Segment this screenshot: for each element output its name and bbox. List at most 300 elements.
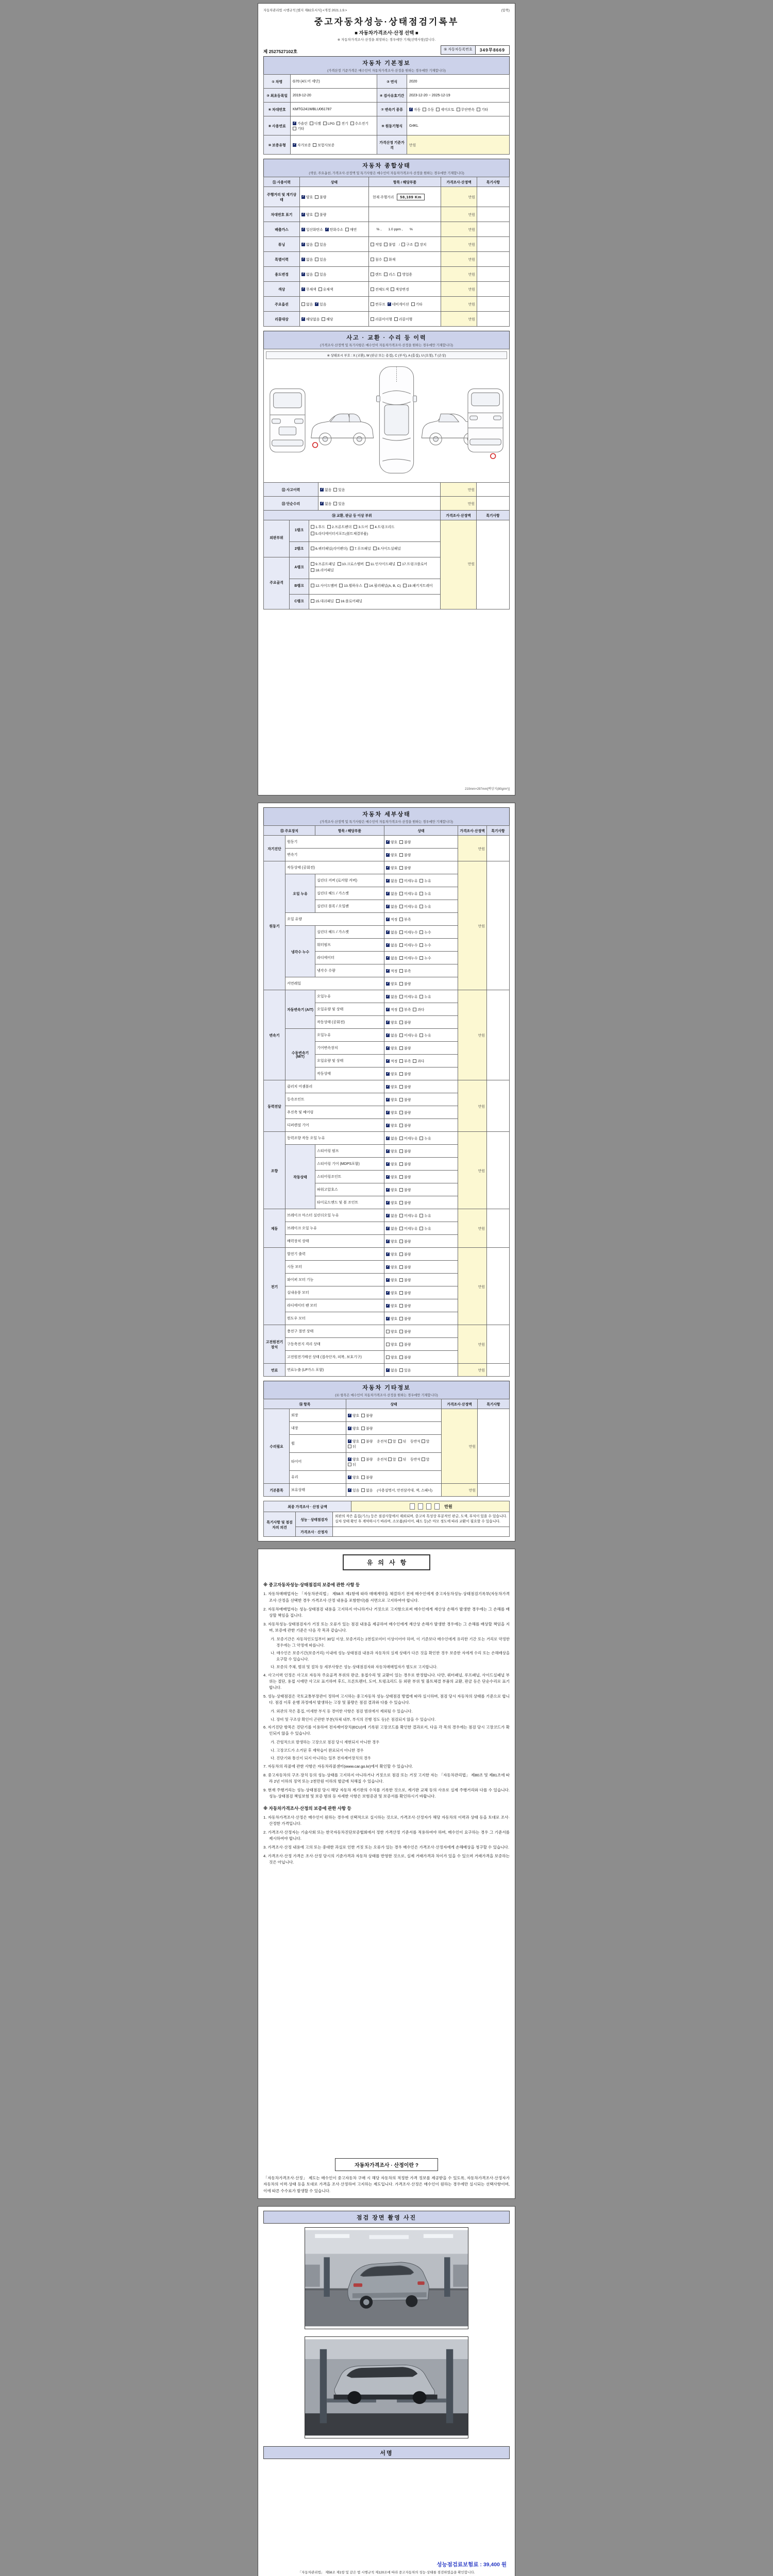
checkbox[interactable]	[399, 1368, 403, 1372]
checkbox[interactable]	[397, 562, 401, 566]
checkbox[interactable]	[419, 892, 423, 895]
checkbox[interactable]	[301, 258, 305, 261]
checkbox[interactable]	[399, 1175, 403, 1179]
checkbox[interactable]	[371, 243, 374, 246]
checkbox[interactable]	[301, 213, 305, 216]
checkbox-label: 4.트렁크리드	[375, 526, 395, 529]
checkbox[interactable]	[399, 1355, 403, 1359]
checkbox[interactable]	[386, 995, 390, 998]
checkbox-label: 불량	[404, 1356, 411, 1360]
notice-item: 2. 자동차매매업자는 성능·상태점검 내용을 고지하지 아니하거나 거짓으로 고지함으로써 매수인에게 재산상 손해가 발생한 경우에는 그 손해를 배상할 책임을 집니다.	[263, 1606, 510, 1618]
checkbox[interactable]	[336, 599, 340, 603]
checkbox[interactable]	[311, 562, 314, 566]
checkbox[interactable]	[386, 866, 390, 870]
checkbox[interactable]	[386, 1343, 390, 1346]
checkbox[interactable]	[386, 1137, 390, 1140]
checkbox-group	[386, 879, 433, 883]
part-name: 디퍼렌셜 기어	[285, 1119, 384, 1132]
price-cell: 만원	[442, 1409, 478, 1484]
parts-cell	[309, 594, 441, 609]
checkbox[interactable]	[419, 956, 423, 960]
checkbox[interactable]	[293, 122, 296, 125]
option	[399, 1007, 411, 1012]
checkbox[interactable]	[399, 892, 403, 895]
extra-text: % , 1.0 ppm , %	[371, 227, 413, 231]
checkbox-label: 불량	[366, 1440, 373, 1444]
checkbox[interactable]	[373, 547, 377, 550]
option	[399, 917, 411, 922]
checkbox[interactable]	[301, 243, 305, 246]
checkbox-label: 누유	[424, 879, 431, 883]
checkbox[interactable]	[293, 127, 296, 130]
note-cell	[477, 282, 510, 297]
checkbox[interactable]	[325, 228, 329, 231]
checkbox-group	[386, 1111, 413, 1115]
checkbox[interactable]	[409, 108, 413, 111]
checkbox[interactable]	[386, 1059, 390, 1063]
checkbox[interactable]	[386, 1201, 390, 1205]
checkbox-group	[301, 258, 328, 262]
rank-label: A랭크	[290, 557, 309, 579]
checkbox[interactable]	[311, 532, 314, 535]
checkbox[interactable]	[338, 562, 341, 566]
checkbox[interactable]	[386, 1317, 390, 1320]
checkbox[interactable]	[348, 1439, 351, 1443]
checkbox[interactable]	[422, 1439, 425, 1443]
checkbox[interactable]	[350, 547, 354, 550]
checkbox[interactable]	[398, 1439, 402, 1443]
checkbox[interactable]	[423, 108, 426, 111]
checkbox[interactable]	[371, 317, 374, 321]
part-name: 커먼레일	[285, 977, 384, 990]
state-cell	[384, 1312, 458, 1325]
note-cell	[477, 483, 510, 497]
checkbox[interactable]	[348, 1445, 351, 1448]
rank-label: C랭크	[290, 594, 309, 609]
checkbox[interactable]	[386, 1111, 390, 1114]
option	[386, 1290, 397, 1295]
checkbox[interactable]	[388, 1439, 392, 1443]
checkbox[interactable]	[361, 1414, 365, 1417]
group-label: 수리필요	[264, 1409, 290, 1484]
checkbox-label: 적정	[391, 970, 398, 973]
checkbox[interactable]	[399, 1343, 403, 1346]
option	[370, 524, 395, 531]
state-cell	[384, 1183, 458, 1196]
checkbox[interactable]	[399, 1059, 403, 1063]
checkbox[interactable]	[419, 1227, 423, 1230]
checkbox[interactable]	[399, 879, 403, 883]
checkbox[interactable]	[386, 943, 390, 947]
option	[411, 301, 423, 307]
option	[361, 1426, 373, 1431]
checkbox[interactable]	[386, 918, 390, 921]
checkbox[interactable]	[386, 1291, 390, 1295]
checkbox[interactable]	[301, 302, 305, 306]
checkbox[interactable]	[403, 584, 407, 587]
checkbox[interactable]	[315, 213, 318, 216]
checkbox[interactable]	[399, 1188, 403, 1192]
checkbox[interactable]	[399, 1330, 403, 1333]
part-name: 라디에이터 팬 모터	[285, 1299, 384, 1312]
checkbox[interactable]	[310, 122, 313, 125]
checkbox[interactable]	[386, 1304, 390, 1308]
basic-info-row	[264, 103, 510, 116]
checkbox-label: 17.트렁크플로어	[402, 562, 427, 566]
checkbox[interactable]	[419, 1214, 423, 1217]
checkbox-group	[386, 1279, 413, 1282]
option	[371, 286, 389, 292]
checkbox[interactable]	[386, 956, 390, 960]
option	[399, 904, 417, 909]
checkbox[interactable]	[399, 905, 403, 908]
car-damage-diagram	[266, 361, 507, 480]
checkbox[interactable]	[411, 302, 415, 306]
checkbox-label: 디젤	[314, 122, 321, 126]
checkbox[interactable]	[386, 1175, 390, 1179]
checkbox[interactable]	[386, 969, 390, 973]
option	[348, 1462, 356, 1467]
checkbox[interactable]	[399, 1098, 403, 1101]
checkbox[interactable]	[386, 1021, 390, 1024]
checkbox[interactable]	[399, 918, 403, 921]
checkbox[interactable]	[399, 1149, 403, 1153]
checkbox[interactable]	[361, 1439, 365, 1443]
checkbox[interactable]	[386, 1355, 390, 1359]
option	[337, 121, 348, 126]
checkbox[interactable]	[361, 1458, 365, 1461]
checkbox[interactable]	[399, 1162, 403, 1166]
checkbox[interactable]	[384, 273, 388, 276]
checkbox[interactable]	[391, 287, 394, 291]
checkbox[interactable]	[384, 258, 388, 261]
row-label: 주요옵션	[264, 297, 300, 312]
checkbox[interactable]	[320, 488, 324, 492]
checkbox[interactable]	[320, 502, 324, 505]
checkbox[interactable]	[399, 840, 403, 844]
checkbox[interactable]	[386, 840, 390, 844]
checkbox[interactable]	[399, 1021, 403, 1024]
option	[388, 1438, 396, 1444]
checkbox[interactable]	[399, 1278, 403, 1282]
detail-row	[264, 990, 510, 1003]
checkbox[interactable]	[311, 599, 314, 603]
checkbox[interactable]	[315, 195, 318, 199]
checkbox[interactable]	[399, 1252, 403, 1256]
checkbox[interactable]	[361, 1488, 365, 1492]
state-cell	[300, 282, 369, 297]
checkbox[interactable]	[384, 243, 388, 246]
checkbox[interactable]	[399, 956, 403, 960]
checkbox[interactable]	[354, 525, 357, 529]
checkbox[interactable]	[398, 1458, 402, 1461]
checkbox[interactable]	[348, 1458, 351, 1461]
checkbox[interactable]	[388, 302, 391, 306]
checkbox[interactable]	[348, 1427, 351, 1430]
option	[399, 1226, 417, 1231]
other-row	[264, 1409, 510, 1422]
checkbox[interactable]	[313, 143, 316, 147]
checkbox[interactable]	[301, 273, 305, 276]
checkbox[interactable]	[386, 1265, 390, 1269]
checkbox[interactable]	[399, 1111, 403, 1114]
checkbox[interactable]	[361, 1476, 365, 1479]
checkbox[interactable]	[371, 287, 374, 291]
option	[311, 524, 325, 531]
option	[301, 301, 313, 307]
checkbox[interactable]	[399, 866, 403, 870]
checkbox[interactable]	[401, 243, 405, 246]
checkbox[interactable]	[399, 969, 403, 973]
checkbox[interactable]	[399, 1046, 403, 1050]
checkbox[interactable]	[419, 930, 423, 934]
checkbox[interactable]	[386, 1368, 390, 1372]
checkbox[interactable]	[333, 502, 337, 505]
summary-row	[264, 222, 510, 237]
checkbox[interactable]	[327, 525, 331, 529]
field-value	[407, 103, 510, 116]
notices-title: 유의사항	[343, 1554, 430, 1570]
option	[315, 212, 326, 217]
form-page-4	[258, 2206, 515, 2576]
option	[398, 1438, 407, 1444]
checkbox[interactable]	[394, 317, 398, 321]
checkbox[interactable]	[386, 1008, 390, 1011]
checkbox[interactable]	[348, 1414, 351, 1417]
item-cell	[369, 297, 441, 312]
checkbox-group	[371, 243, 428, 247]
checkbox[interactable]	[315, 302, 318, 306]
checkbox[interactable]	[301, 317, 305, 321]
checkbox[interactable]	[386, 853, 390, 857]
checkbox[interactable]	[311, 547, 314, 550]
checkbox[interactable]	[399, 1008, 403, 1011]
checkbox[interactable]	[399, 943, 403, 947]
checkbox[interactable]	[386, 982, 390, 986]
checkbox[interactable]	[399, 1214, 403, 1217]
option	[399, 994, 417, 999]
column-header: ⑭ 교환, 판금 등 이상 부위	[264, 511, 441, 520]
checkbox[interactable]	[388, 1458, 392, 1461]
checkbox[interactable]	[399, 995, 403, 998]
checkbox[interactable]	[386, 1085, 390, 1089]
checkbox-group	[311, 563, 429, 573]
option	[399, 1200, 411, 1205]
checkbox-group	[301, 213, 328, 217]
checkbox[interactable]	[311, 584, 314, 587]
checkbox[interactable]	[348, 1463, 351, 1466]
checkbox[interactable]	[386, 905, 390, 908]
checkbox[interactable]	[399, 982, 403, 986]
group-label: 주요골격	[264, 557, 290, 609]
checkbox[interactable]	[386, 892, 390, 895]
section-note: (가격산정 기준가격은 매수인이 자동차가격조사·산정을 원하는 경우에만 기재합니다)	[327, 69, 446, 73]
checkbox-label: 없음	[391, 905, 398, 909]
checkbox[interactable]	[413, 1059, 416, 1063]
checkbox-label: 해당없음	[306, 318, 320, 321]
group-label: 조향	[264, 1132, 285, 1209]
checkbox-label: 색상변경	[395, 288, 409, 292]
notice-subitem: 다. 보증의 주체, 범위 및 절차 등 세부사항은 성능·상태점검자와 자동차매매업자가 별도로 고지합니다.	[271, 1665, 438, 1670]
checkbox[interactable]	[345, 228, 349, 231]
checkbox[interactable]	[399, 853, 403, 857]
checkbox[interactable]	[315, 273, 318, 276]
checkbox[interactable]	[399, 1033, 403, 1037]
checkbox[interactable]	[366, 562, 369, 566]
checkbox[interactable]	[318, 287, 322, 291]
checkbox[interactable]	[348, 1476, 351, 1479]
checkbox[interactable]	[399, 1240, 403, 1243]
checkbox[interactable]	[361, 1427, 365, 1430]
checkbox[interactable]	[371, 302, 374, 306]
row-label: 주행거리 및 계기상태	[264, 187, 300, 207]
checkbox[interactable]	[386, 1149, 390, 1153]
checkbox[interactable]	[386, 1033, 390, 1037]
checkbox[interactable]	[419, 905, 423, 908]
part-name: 고전원전기배선 상태 (접속단자, 피복, 보호기구)	[285, 1351, 384, 1364]
about-box-title: 자동차가격조사 · 산정이란 ?	[335, 2158, 438, 2171]
state-cell	[300, 297, 369, 312]
checkbox[interactable]	[397, 273, 401, 276]
note-cell	[477, 222, 510, 237]
checkbox[interactable]	[364, 584, 368, 587]
checkbox[interactable]	[386, 1188, 390, 1192]
row-label: ⑫ 사고이력	[264, 483, 318, 497]
checkbox[interactable]	[436, 108, 440, 111]
checkbox[interactable]	[399, 1304, 403, 1308]
checkbox[interactable]	[457, 108, 460, 111]
checkbox[interactable]	[399, 1227, 403, 1230]
checkbox[interactable]	[386, 1330, 390, 1333]
checkbox-group	[301, 228, 359, 232]
checkbox[interactable]	[399, 1317, 403, 1320]
checkbox[interactable]	[422, 1458, 425, 1461]
checkbox[interactable]	[339, 584, 343, 587]
checkbox[interactable]	[399, 1124, 403, 1127]
checkbox[interactable]	[386, 1252, 390, 1256]
option	[348, 1475, 359, 1480]
checkbox[interactable]	[386, 1278, 390, 1282]
note-cell	[477, 312, 510, 327]
header-row	[264, 511, 510, 520]
checkbox[interactable]	[386, 879, 390, 883]
note-cell	[487, 1248, 510, 1325]
extra-text: (사용설명서, 안전삼각대, 잭, 스패너)	[377, 1489, 433, 1493]
form-reference: 자동차관리법 시행규칙 [별지 제82호서식] <개정 2021.1.9.>	[263, 9, 347, 12]
part-name: 냉각수 수량	[315, 964, 384, 977]
checkbox[interactable]	[301, 287, 305, 291]
checkbox-label: 미세누유	[404, 995, 418, 999]
paper-size-note: 210mm×297mm[백상지(80g/m²)]	[465, 788, 510, 791]
sub-group-label: 작동상태	[285, 1145, 315, 1209]
checkbox[interactable]	[293, 143, 296, 147]
checkbox[interactable]	[301, 195, 305, 199]
checkbox[interactable]	[311, 568, 314, 572]
checkbox[interactable]	[323, 122, 327, 125]
checkbox[interactable]	[337, 122, 340, 125]
row-label: 튜닝	[264, 237, 300, 252]
checkbox-label: 불량	[404, 982, 411, 986]
checkbox[interactable]	[399, 930, 403, 934]
checkbox[interactable]	[399, 1201, 403, 1205]
checkbox-label: 양호	[391, 1292, 398, 1295]
inspector-role-label: 성능 · 상태점검자	[296, 1512, 333, 1527]
row-label: 차대번호 표기	[264, 207, 300, 222]
note-cell	[487, 990, 510, 1080]
detail-row	[264, 836, 510, 849]
checkbox-label: 미세누유	[404, 879, 418, 883]
checkbox[interactable]	[386, 1046, 390, 1050]
part-name: 외장	[290, 1409, 346, 1422]
checkbox[interactable]	[371, 273, 374, 276]
checkbox-group	[348, 1427, 375, 1431]
state-cell	[384, 990, 458, 1003]
inspection-fee	[263, 2561, 510, 2568]
checkbox[interactable]	[370, 525, 374, 529]
checkbox[interactable]	[415, 243, 418, 246]
option	[386, 917, 397, 922]
parts-cell	[309, 557, 441, 579]
checkbox[interactable]	[311, 525, 314, 529]
checkbox[interactable]	[348, 1488, 351, 1492]
checkbox-label: 양호	[391, 1240, 398, 1244]
checkbox[interactable]	[419, 1137, 423, 1140]
checkbox[interactable]	[386, 1227, 390, 1230]
checkbox[interactable]	[386, 1072, 390, 1076]
checkbox[interactable]	[386, 1098, 390, 1101]
checkbox[interactable]	[322, 317, 325, 321]
state-cell	[384, 1286, 458, 1299]
checkbox[interactable]	[419, 879, 423, 883]
checkbox[interactable]	[386, 1240, 390, 1243]
checkbox[interactable]	[333, 488, 337, 492]
checkbox[interactable]	[399, 1085, 403, 1089]
checkbox[interactable]	[399, 1291, 403, 1295]
checkbox[interactable]	[386, 930, 390, 934]
checkbox[interactable]	[419, 943, 423, 947]
notice-item: 5. 성능·상태점검은 국토교통부장관이 정하여 고시하는 중고자동차 성능·상태점검 방법에 따라 실시하며, 점검 당시 자동차의 상태를 기준으로 합니다. 점검 이후 운행 과정에서 발생하는 고장 및 불량은 점검 결과와 다를 수 있습니다.	[263, 1693, 510, 1705]
checkbox[interactable]	[477, 108, 480, 111]
option	[361, 1475, 373, 1480]
checkbox[interactable]	[386, 1162, 390, 1166]
checkbox[interactable]	[419, 1033, 423, 1037]
option	[386, 1251, 397, 1257]
accident-history-table	[263, 482, 510, 511]
checkbox[interactable]	[419, 995, 423, 998]
overall-condition-table	[263, 177, 510, 327]
checkbox[interactable]	[371, 258, 374, 261]
state-cell	[318, 497, 441, 511]
checkbox[interactable]	[399, 1137, 403, 1140]
option	[399, 1071, 411, 1076]
checkbox[interactable]	[315, 258, 318, 261]
checkbox[interactable]	[386, 1124, 390, 1127]
checkbox-label: 적정	[391, 1008, 398, 1012]
checkbox[interactable]	[386, 1214, 390, 1217]
checkbox[interactable]	[413, 1008, 416, 1011]
checkbox[interactable]	[315, 243, 318, 246]
checkbox-label: 리콜이행	[398, 318, 413, 321]
checkbox[interactable]	[350, 122, 354, 125]
checkbox[interactable]	[301, 228, 305, 231]
checkbox[interactable]	[399, 1072, 403, 1076]
checkbox-group	[301, 318, 335, 321]
checkbox-group	[311, 600, 364, 603]
checkbox[interactable]	[399, 1265, 403, 1269]
option	[386, 1367, 397, 1372]
part-name: 윈도우 모터	[285, 1312, 384, 1325]
form-page-3	[258, 1549, 515, 2199]
